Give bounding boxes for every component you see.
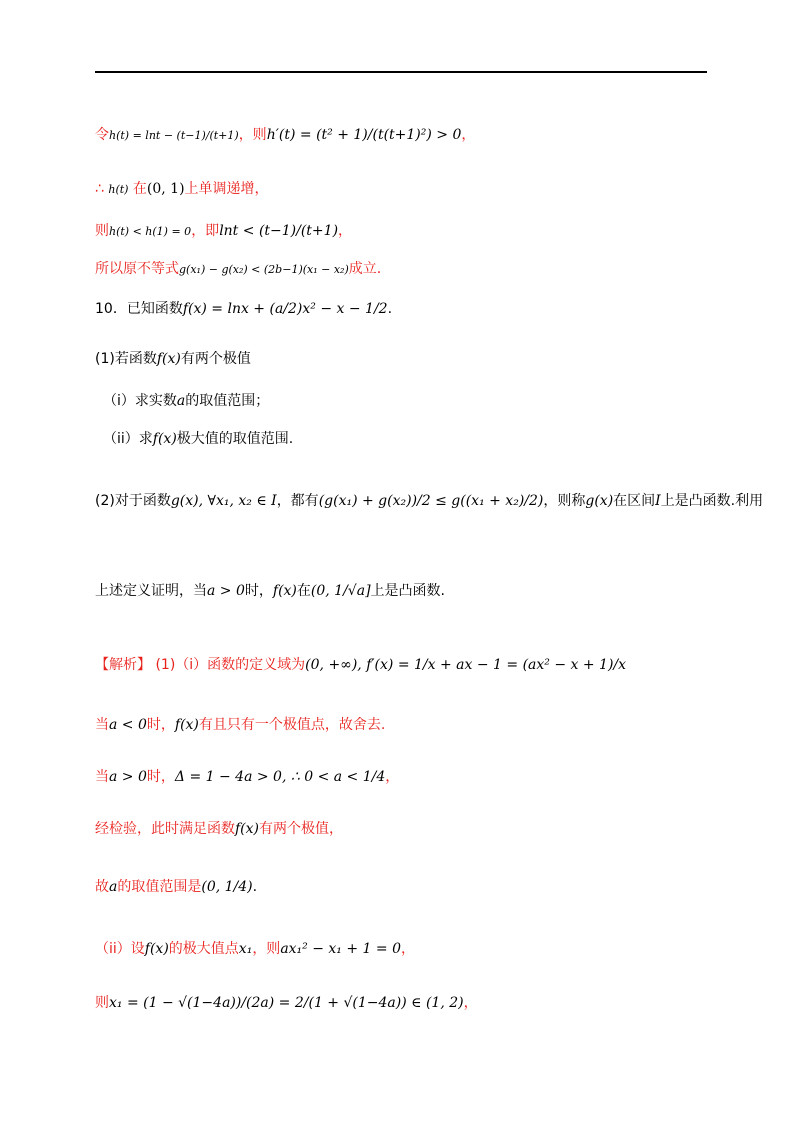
formula-segment: f(x) (144, 941, 169, 957)
text-segment: 时， (146, 769, 175, 785)
text-segment: 在 (128, 181, 147, 197)
text-segment: ，则称 (543, 493, 586, 509)
formula-segment: f(x) (235, 821, 260, 837)
text-segment: ，即 (191, 223, 220, 239)
formula-segment: a < 0 (109, 717, 147, 733)
formula-segment: f(x) (152, 431, 177, 447)
text-segment: 有且只有一个极值点，故舍去. (198, 717, 386, 733)
text-segment: 上是凸函数. (370, 583, 445, 599)
text-segment: （ii）求 (103, 431, 153, 447)
formula-segment: (0, 1) (146, 181, 185, 197)
text-line-l13 (95, 766, 399, 786)
text-segment: 上单调递增， (184, 181, 269, 197)
text-segment: 经检验，此时满足函数 (95, 821, 235, 837)
text-line-l7 (103, 390, 269, 410)
formula-segment: h(t) = lnt − (t−1)/(t+1) (109, 129, 239, 142)
text-segment: 则 (95, 223, 109, 239)
text-segment: 在区间 (613, 493, 656, 509)
text-segment: 10．已知函数 (95, 301, 183, 317)
formula-segment: (0, +∞), f′(x) = 1/x + ax − 1 = (ax² − x + 1)/x (305, 657, 627, 673)
text-segment: . (252, 879, 258, 895)
text-line-l3 (95, 220, 352, 240)
formula-segment: g(x) (585, 493, 614, 509)
formula-segment: lnt < (t−1)/(t+1) (219, 223, 339, 239)
text-segment: 的取值范围； (185, 393, 270, 409)
text-line-l1 (95, 124, 475, 144)
formula-segment: a (109, 879, 118, 895)
formula-segment: f(x) (156, 351, 181, 367)
text-segment: 当 (95, 717, 109, 733)
formula-segment: (g(x₁) + g(x₂))/2 ≤ g((x₁ + x₂)/2) (318, 493, 544, 509)
text-segment: 【解析】 (1)（i）函数的定义域为 (95, 657, 306, 673)
text-line-l6 (95, 348, 251, 368)
text-segment: 在 (296, 583, 311, 599)
formula-segment: x₁ (238, 941, 253, 957)
text-line-l12 (95, 714, 385, 734)
text-segment: 当 (95, 769, 109, 785)
text-line-l14 (95, 818, 343, 838)
text-segment: 有两个极值 (180, 351, 251, 367)
text-segment: ， (385, 769, 400, 785)
formula-segment: (0, 1/4) (201, 879, 253, 895)
text-segment: （ii）设 (95, 941, 145, 957)
text-segment: 故 (95, 879, 109, 895)
text-segment: 极大值的取值范围. (176, 431, 294, 447)
formula-segment: h(t) (108, 183, 129, 196)
formula-segment: h′(t) = (t² + 1)/(t(t+1)²) > 0 (266, 127, 462, 143)
text-line-l11 (95, 654, 626, 674)
text-segment: 令 (95, 127, 109, 143)
text-line-l8 (103, 428, 293, 448)
formula-segment: a (176, 393, 186, 409)
text-line-l16 (95, 938, 415, 958)
formula-segment: I (655, 493, 661, 509)
text-segment: 则 (95, 995, 109, 1011)
header-rule (95, 71, 707, 73)
text-segment: （i）求实数 (103, 393, 177, 409)
formula-segment: ax₁² − x₁ + 1 = 0 (280, 941, 401, 957)
text-segment: 的取值范围是 (117, 879, 202, 895)
text-segment: . (387, 301, 393, 317)
text-line-l15 (95, 876, 257, 896)
formula-segment: g(x), ∀x₁, x₂ ∈ I (170, 493, 277, 509)
text-segment: ，则 (238, 127, 267, 143)
text-segment: 有两个极值， (259, 821, 344, 837)
formula-segment: a > 0 (109, 769, 147, 785)
text-line-l10 (95, 580, 445, 600)
text-segment: ， (338, 223, 353, 239)
text-segment: ， (463, 995, 478, 1011)
formula-segment: a > 0 (207, 583, 245, 599)
text-line-l2 (95, 178, 269, 198)
text-segment: (2)对于函数 (95, 493, 171, 509)
text-segment: ∴ (95, 181, 109, 197)
text-line-l5 (95, 298, 392, 318)
text-segment: ，都有 (276, 493, 319, 509)
formula-segment: f(x) = lnx + (a/2)x² − x − 1/2 (182, 301, 388, 317)
text-line-l9 (95, 490, 763, 510)
text-segment: 所以原不等式 (95, 261, 179, 277)
formula-segment: f(x) (174, 717, 199, 733)
text-segment: 的极大值点 (168, 941, 239, 957)
text-segment: 时， (244, 583, 273, 599)
formula-segment: (0, 1/√a] (310, 583, 371, 599)
text-segment: 上述定义证明，当 (95, 583, 207, 599)
formula-segment: Δ = 1 − 4a > 0, ∴ 0 < a < 1/4 (174, 769, 386, 785)
formula-segment: g(x₁) − g(x₂) < (2b−1)(x₁ − x₂) (179, 263, 349, 276)
text-segment: ，则 (252, 941, 281, 957)
text-line-l4 (95, 258, 381, 278)
formula-segment: f(x) (272, 583, 297, 599)
text-segment: 成立. (348, 261, 382, 277)
formula-segment: x₁ = (1 − √(1−4a))/(2a) = 2/(1 + √(1−4a)) ∈ (1, 2) (109, 995, 464, 1011)
text-segment: ， (401, 941, 415, 957)
text-segment: 上是凸函数.利用 (660, 493, 764, 509)
text-segment: ， (461, 127, 476, 143)
formula-segment: h(t) < h(1) = 0 (109, 225, 192, 238)
text-segment: 时， (146, 717, 175, 733)
text-segment: (1)若函数 (95, 351, 157, 367)
text-line-l17 (95, 992, 478, 1012)
